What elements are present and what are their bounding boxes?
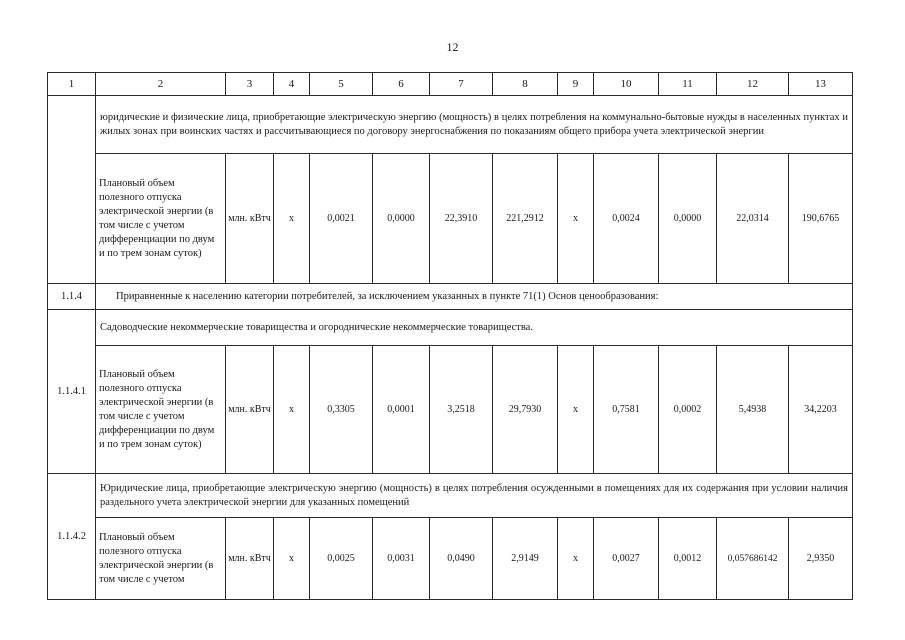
row-code: 1.1.4 [48, 284, 96, 310]
header-cell: 1 [48, 73, 96, 96]
table-row [48, 518, 853, 600]
row-label: Плановый объем полезного отпуска электрической энергии (в том числе с учетом [96, 518, 226, 600]
value-cell: 22,3910 [430, 154, 493, 284]
header-cell: 10 [594, 73, 659, 96]
value-cell: 190,6765 [789, 154, 853, 284]
value-cell: 0,0025 [310, 518, 373, 600]
value-cell: x [274, 154, 310, 284]
unit-cell: млн. кВтч [226, 518, 274, 600]
header-cell: 4 [274, 73, 310, 96]
section-title: Садоводческие некоммерческие товарищества и огороднические некоммерческие товарищества. [96, 310, 853, 346]
value-cell: 0,0031 [373, 518, 430, 600]
value-cell: 5,4938 [717, 346, 789, 474]
value-cell: 0,0490 [430, 518, 493, 600]
value-cell: 0,0000 [659, 154, 717, 284]
header-cell: 3 [226, 73, 274, 96]
value-cell: 0,7581 [594, 346, 659, 474]
header-cell: 11 [659, 73, 717, 96]
unit-cell: млн. кВтч [226, 346, 274, 474]
row-code: 1.1.4.2 [48, 474, 96, 600]
row-label: Плановый объем полезного отпуска электрической энергии (в том числе с учетом дифференциации по двум и по трем зонам суток) [96, 154, 226, 284]
value-cell: 0,0001 [373, 346, 430, 474]
value-cell: 0,0002 [659, 346, 717, 474]
value-cell: 0,0012 [659, 518, 717, 600]
row-code-empty [48, 96, 96, 284]
value-cell: 2,9350 [789, 518, 853, 600]
value-cell: 0,0021 [310, 154, 373, 284]
value-cell: 3,2518 [430, 346, 493, 474]
value-cell: 0,3305 [310, 346, 373, 474]
value-cell: 221,2912 [493, 154, 558, 284]
section-title: Приравненные к населению категории потребителей, за исключением указанных в пункте 71(1) Основ ценообразования: [96, 284, 853, 310]
header-cell: 2 [96, 73, 226, 96]
value-cell: 22,0314 [717, 154, 789, 284]
header-cell: 8 [493, 73, 558, 96]
row-label: Плановый объем полезного отпуска электрической энергии (в том числе с учетом дифференциации по двум и по трем зонам суток) [96, 346, 226, 474]
page-number: 12 [446, 40, 459, 54]
value-cell: x [558, 518, 594, 600]
header-cell: 7 [430, 73, 493, 96]
section-title: Юридические лица, приобретающие электрическую энергию (мощность) в целях потребления осужденными в помещениях для их содержания при условии наличия раздельного учета электрической энергии для указанных помещений [96, 474, 853, 518]
section-title-row [48, 284, 853, 310]
section-title-row [48, 310, 853, 346]
value-cell: x [274, 518, 310, 600]
row-code: 1.1.4.1 [48, 310, 96, 474]
value-cell: 34,2203 [789, 346, 853, 474]
value-cell: 0,0027 [594, 518, 659, 600]
section-title: юридические и физические лица, приобретающие электрическую энергию (мощность) в целях потребления на коммунально-бытовые нужды в населенных пунктах и жилых зонах при воинских частях и рассчитывающиеся по договору энергоснабжения по показаниям общего прибора учета электрической энергии [96, 96, 853, 154]
header-cell: 5 [310, 73, 373, 96]
value-cell: 0,0000 [373, 154, 430, 284]
value-cell: 0,057686142 [717, 518, 789, 600]
header-cell: 13 [789, 73, 853, 96]
value-cell: 2,9149 [493, 518, 558, 600]
value-cell: 29,7930 [493, 346, 558, 474]
value-cell: 0,0024 [594, 154, 659, 284]
section-title-row [48, 96, 853, 154]
header-row [48, 73, 853, 96]
value-cell: x [558, 154, 594, 284]
table-row [48, 346, 853, 474]
header-cell: 12 [717, 73, 789, 96]
value-cell: x [558, 346, 594, 474]
header-cell: 9 [558, 73, 594, 96]
table-row [48, 154, 853, 284]
header-cell: 6 [373, 73, 430, 96]
unit-cell: млн. кВтч [226, 154, 274, 284]
value-cell: x [274, 346, 310, 474]
section-title-row [48, 474, 853, 518]
tariff-table [47, 72, 853, 600]
